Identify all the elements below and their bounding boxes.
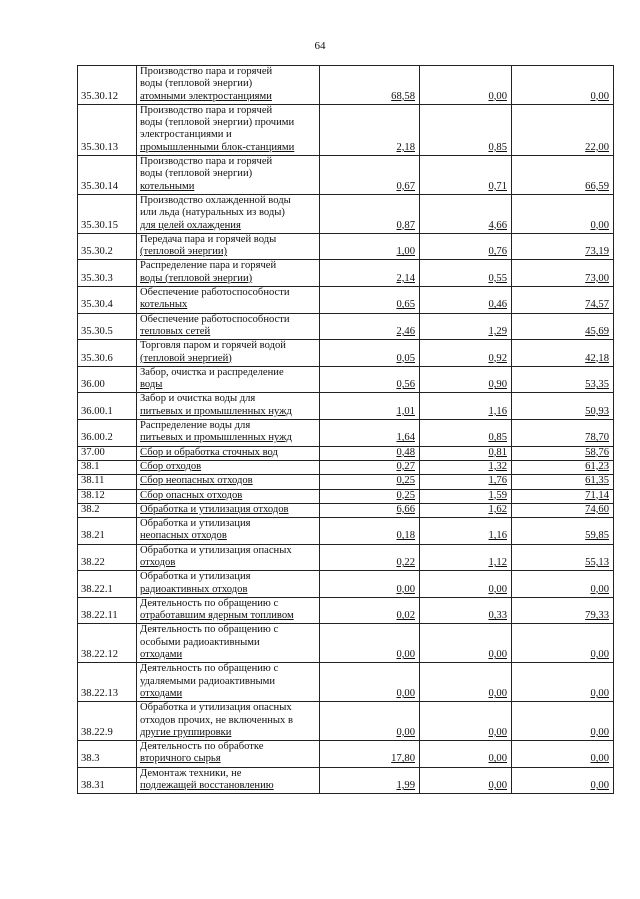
row-code: 35.30.12 — [78, 66, 137, 105]
row-value-v3: 74,57 — [512, 287, 614, 314]
row-code: 36.00.2 — [78, 420, 137, 447]
row-code: 38.1 — [78, 460, 137, 474]
row-name-line: Забор и очистка воды для — [140, 393, 256, 405]
row-name — [137, 489, 320, 503]
row-value-v2: 1,29 — [420, 313, 512, 340]
row-code: 38.22 — [78, 544, 137, 571]
table-row — [78, 741, 614, 768]
row-name-line: Распределение пара и горячей — [140, 260, 277, 272]
row-code: 35.30.4 — [78, 287, 137, 314]
row-name-line: воды — [140, 379, 163, 391]
table-row — [78, 366, 614, 393]
table-row — [78, 460, 614, 474]
data-table — [77, 65, 614, 794]
table-row — [78, 446, 614, 460]
row-value-v1: 0,00 — [320, 702, 420, 741]
row-name-line: другие группировки — [140, 726, 232, 738]
row-value-v3: 61,23 — [512, 460, 614, 474]
row-value-v3: 0,00 — [512, 194, 614, 233]
row-name-line: питьевых и промышленных нужд — [140, 432, 292, 444]
row-value-v1: 0,67 — [320, 156, 420, 195]
row-name-line: Деятельность по обращению с — [140, 597, 279, 609]
row-name-line: Обработка и утилизация опасных — [140, 702, 292, 714]
row-value-v1: 1,99 — [320, 767, 420, 794]
row-value-v2: 1,76 — [420, 475, 512, 489]
row-name — [137, 313, 320, 340]
row-name — [137, 597, 320, 624]
row-value-v3: 0,00 — [512, 702, 614, 741]
row-name — [137, 544, 320, 571]
row-name-line: атомными электростанциями — [140, 90, 272, 102]
table-row — [78, 475, 614, 489]
row-name — [137, 233, 320, 260]
row-value-v3: 55,13 — [512, 544, 614, 571]
row-name-line: отходов — [140, 556, 176, 568]
row-value-v2: 0,81 — [420, 446, 512, 460]
row-name — [137, 446, 320, 460]
row-value-v3: 0,00 — [512, 741, 614, 768]
row-name-line: подлежащей восстановлению — [140, 780, 274, 792]
row-name-line: Обработка и утилизация — [140, 571, 251, 583]
row-name-line: Деятельность по обработке — [140, 741, 264, 753]
row-value-v1: 2,46 — [320, 313, 420, 340]
row-value-v3: 74,60 — [512, 503, 614, 517]
row-value-v1: 0,48 — [320, 446, 420, 460]
row-value-v2: 0,00 — [420, 767, 512, 794]
row-value-v2: 0,33 — [420, 597, 512, 624]
row-name — [137, 571, 320, 598]
row-value-v2: 1,32 — [420, 460, 512, 474]
row-value-v1: 2,18 — [320, 104, 420, 155]
row-name — [137, 663, 320, 702]
row-value-v1: 1,01 — [320, 393, 420, 420]
row-value-v3: 73,19 — [512, 233, 614, 260]
table-row — [78, 340, 614, 367]
row-name — [137, 104, 320, 155]
row-value-v1: 0,00 — [320, 571, 420, 598]
row-name-line: электростанциями и — [140, 129, 232, 141]
row-value-v3: 0,00 — [512, 663, 614, 702]
row-name — [137, 420, 320, 447]
row-value-v1: 0,02 — [320, 597, 420, 624]
row-name-line: Забор, очистка и распределение — [140, 366, 284, 378]
table-row — [78, 597, 614, 624]
row-name-line: (тепловой энергией) — [140, 352, 232, 364]
row-value-v2: 0,71 — [420, 156, 512, 195]
row-value-v1: 0,65 — [320, 287, 420, 314]
row-code: 35.30.15 — [78, 194, 137, 233]
row-value-v2: 0,00 — [420, 741, 512, 768]
row-name-line: Обеспечение работоспособности — [140, 313, 290, 325]
row-name — [137, 156, 320, 195]
row-value-v2: 0,00 — [420, 624, 512, 663]
row-name-line: Обработка и утилизация — [140, 518, 251, 530]
row-value-v1: 0,00 — [320, 663, 420, 702]
row-value-v3: 59,85 — [512, 518, 614, 545]
row-name — [137, 340, 320, 367]
row-code: 35.30.13 — [78, 104, 137, 155]
row-value-v1: 0,25 — [320, 475, 420, 489]
row-code: 38.22.1 — [78, 571, 137, 598]
row-name — [137, 287, 320, 314]
row-name-line: котельными — [140, 180, 195, 192]
row-value-v1: 1,64 — [320, 420, 420, 447]
row-name-line: Демонтаж техники, не — [140, 767, 242, 779]
row-value-v2: 0,00 — [420, 663, 512, 702]
row-value-v2: 0,76 — [420, 233, 512, 260]
row-value-v3: 79,33 — [512, 597, 614, 624]
table-row — [78, 104, 614, 155]
row-value-v2: 1,62 — [420, 503, 512, 517]
row-code: 35.30.14 — [78, 156, 137, 195]
row-name — [137, 366, 320, 393]
row-value-v2: 0,46 — [420, 287, 512, 314]
row-name — [137, 503, 320, 517]
row-value-v1: 0,87 — [320, 194, 420, 233]
row-code: 38.22.9 — [78, 702, 137, 741]
table-row — [78, 544, 614, 571]
row-name-line: отработавшим ядерным топливом — [140, 610, 294, 622]
row-value-v1: 1,00 — [320, 233, 420, 260]
row-value-v3: 58,76 — [512, 446, 614, 460]
row-name — [137, 624, 320, 663]
row-code: 38.11 — [78, 475, 137, 489]
row-name-line: или льда (натуральных из воды) — [140, 207, 285, 219]
row-value-v3: 53,35 — [512, 366, 614, 393]
row-code: 38.2 — [78, 503, 137, 517]
row-value-v1: 0,00 — [320, 624, 420, 663]
row-name-line: отходов прочих, не включенных в — [140, 714, 293, 726]
row-value-v3: 42,18 — [512, 340, 614, 367]
row-name — [137, 460, 320, 474]
row-value-v1: 17,80 — [320, 741, 420, 768]
row-name-line: Передача пара и горячей воды — [140, 233, 277, 245]
row-name-line: воды (тепловой энергии) прочими — [140, 117, 295, 129]
table-row — [78, 489, 614, 503]
row-value-v3: 0,00 — [512, 624, 614, 663]
row-code: 38.22.13 — [78, 663, 137, 702]
table-row — [78, 420, 614, 447]
row-value-v2: 1,16 — [420, 518, 512, 545]
table-row — [78, 503, 614, 517]
row-name — [137, 741, 320, 768]
row-value-v3: 22,00 — [512, 104, 614, 155]
row-name-line: особыми радиоактивными — [140, 636, 260, 648]
row-value-v2: 0,55 — [420, 260, 512, 287]
row-name-line: котельных — [140, 299, 188, 311]
row-name-line: промышленными блок-станциями — [140, 141, 295, 153]
row-name — [137, 66, 320, 105]
row-value-v1: 0,56 — [320, 366, 420, 393]
row-name-line: Производство пара и горячей — [140, 104, 273, 116]
table-row — [78, 518, 614, 545]
row-name — [137, 194, 320, 233]
row-name-line: удаляемыми радиоактивными — [140, 675, 276, 687]
row-value-v3: 0,00 — [512, 66, 614, 105]
row-name-line: Сбор неопасных отходов — [140, 475, 253, 487]
row-value-v3: 50,93 — [512, 393, 614, 420]
row-value-v3: 45,69 — [512, 313, 614, 340]
row-name-line: радиоактивных отходов — [140, 583, 248, 595]
row-value-v3: 73,00 — [512, 260, 614, 287]
row-name — [137, 702, 320, 741]
row-name-line: Распределение воды для — [140, 420, 251, 432]
row-name-line: Деятельность по обращению с — [140, 624, 279, 636]
row-value-v1: 0,27 — [320, 460, 420, 474]
row-code: 35.30.6 — [78, 340, 137, 367]
row-name-line: Обеспечение работоспособности — [140, 287, 290, 299]
row-name-line: воды (тепловой энергии) — [140, 272, 253, 284]
row-code: 35.30.2 — [78, 233, 137, 260]
row-value-v1: 0,22 — [320, 544, 420, 571]
row-name-line: Производство пара и горячей — [140, 66, 273, 77]
row-value-v3: 66,59 — [512, 156, 614, 195]
row-code: 38.21 — [78, 518, 137, 545]
row-name-line: (тепловой энергии) — [140, 246, 228, 258]
row-name-line: Сбор отходов — [140, 460, 202, 472]
table-row — [78, 767, 614, 794]
row-value-v3: 0,00 — [512, 767, 614, 794]
table-row — [78, 156, 614, 195]
table-row — [78, 313, 614, 340]
row-value-v1: 0,05 — [320, 340, 420, 367]
row-name-line: отходами — [140, 649, 183, 661]
row-name-line: Сбор и обработка сточных вод — [140, 446, 278, 458]
table-row — [78, 260, 614, 287]
row-name-line: воды (тепловой энергии) — [140, 168, 253, 180]
row-value-v3: 61,35 — [512, 475, 614, 489]
row-name-line: воды (тепловой энергии) — [140, 78, 253, 90]
row-value-v2: 0,92 — [420, 340, 512, 367]
row-name — [137, 475, 320, 489]
row-name — [137, 518, 320, 545]
row-name-line: Деятельность по обращению с — [140, 663, 279, 675]
row-value-v3: 71,14 — [512, 489, 614, 503]
row-name-line: Сбор опасных отходов — [140, 489, 243, 501]
row-name-line: для целей охлаждения — [140, 219, 241, 231]
table-row — [78, 702, 614, 741]
table-row — [78, 233, 614, 260]
row-code: 38.22.12 — [78, 624, 137, 663]
page-number: 64 — [314, 40, 326, 52]
table-row — [78, 571, 614, 598]
row-code: 35.30.5 — [78, 313, 137, 340]
row-value-v1: 0,18 — [320, 518, 420, 545]
row-value-v1: 0,25 — [320, 489, 420, 503]
row-code: 36.00.1 — [78, 393, 137, 420]
row-name-line: Обработка и утилизация отходов — [140, 503, 289, 515]
row-value-v2: 0,00 — [420, 571, 512, 598]
row-value-v2: 0,90 — [420, 366, 512, 393]
row-value-v2: 4,66 — [420, 194, 512, 233]
row-code: 35.30.3 — [78, 260, 137, 287]
row-value-v2: 1,16 — [420, 393, 512, 420]
row-code: 38.12 — [78, 489, 137, 503]
table-row — [78, 66, 614, 105]
row-value-v3: 0,00 — [512, 571, 614, 598]
row-code: 38.3 — [78, 741, 137, 768]
row-name-line: Производство охлажденной воды — [140, 194, 291, 206]
row-value-v2: 0,85 — [420, 104, 512, 155]
row-code: 38.22.11 — [78, 597, 137, 624]
row-value-v2: 0,00 — [420, 702, 512, 741]
table-row — [78, 393, 614, 420]
table-row — [78, 624, 614, 663]
row-value-v3: 78,70 — [512, 420, 614, 447]
row-value-v1: 6,66 — [320, 503, 420, 517]
row-name-line: отходами — [140, 687, 183, 699]
row-name — [137, 393, 320, 420]
row-name-line: вторичного сырья — [140, 753, 221, 765]
row-code: 38.31 — [78, 767, 137, 794]
row-name-line: неопасных отходов — [140, 530, 227, 542]
row-name-line: Торговля паром и горячей водой — [140, 340, 286, 352]
row-name-line: тепловых сетей — [140, 325, 211, 337]
row-value-v1: 68,58 — [320, 66, 420, 105]
table-row — [78, 663, 614, 702]
table-row — [78, 194, 614, 233]
row-name-line: Обработка и утилизация опасных — [140, 544, 292, 556]
row-name — [137, 767, 320, 794]
row-value-v2: 1,12 — [420, 544, 512, 571]
table-body — [78, 66, 614, 794]
row-value-v2: 1,59 — [420, 489, 512, 503]
row-name — [137, 260, 320, 287]
row-code: 36.00 — [78, 366, 137, 393]
row-value-v2: 0,85 — [420, 420, 512, 447]
row-code: 37.00 — [78, 446, 137, 460]
row-name-line: питьевых и промышленных нужд — [140, 405, 292, 417]
table-row — [78, 287, 614, 314]
row-value-v1: 2,14 — [320, 260, 420, 287]
row-value-v2: 0,00 — [420, 66, 512, 105]
row-name-line: Производство пара и горячей — [140, 156, 273, 168]
